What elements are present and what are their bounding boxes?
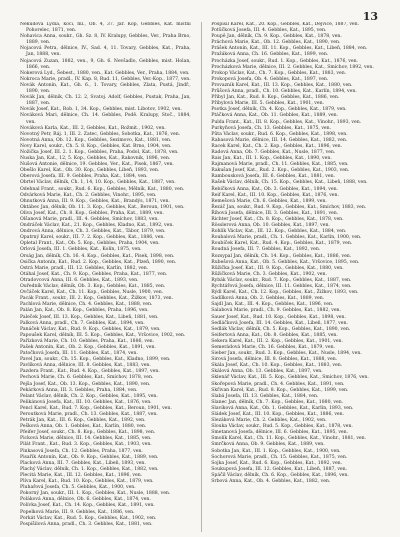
- directory-entry: Rambousková Josefa, III. 6. Gebbles, Kat., 1881, ven.: [211, 174, 336, 180]
- directory-entry: Polívka Josef, Kat., Ch. 14. Kop., Gebbles, Kat., 1891, ven.: [20, 503, 155, 509]
- directory-entry: Smetanová Josefa, dělnice, III. 6. Gebbles, Kat., 1895, ven.: [211, 430, 349, 436]
- directory-entry: Pisařík Antonín, Kat., Ob. 9. Kop., Gebbles, Kat., 1889, ven.: [20, 454, 159, 460]
- directory-entry: Nojacová Zuzan, 1882, ven., 9, Gh. 6. Nevšadlo, Gebbles, mist. Holan, 1866, ven.: [20, 58, 191, 70]
- directory-entry: Nováková Karla, Kat., III. 2, Gebbles, Kat., Rožmit., 1902, ven.: [20, 125, 166, 131]
- directory-entry: Prokopová Josefa, Ob. 4. Gebbles, Kat., 1897, ven.: [211, 76, 329, 82]
- directory-entry: Ptáčková Anna, Kat., Ob. 11. Gebbles, Kat., 1889, ven.: [211, 113, 339, 119]
- directory-entry: Plecitá Marie, Kat., III. 12. Gebbles, Kat., 1896, ven.: [20, 472, 143, 478]
- directory-entry: Pašek Antonín, Kat., Ob. 2. Kop., Gebbles, Kat., 1891, ven.: [20, 344, 156, 350]
- directory-entry: Otáhal Josef, Kat., Ch. 9. Kop., Gebbles, Praha, Kat., 1877, ven.: [20, 271, 168, 277]
- directory-entry: Opletal Frant., Kat., Ob. 5. Kop., Gebbles, Praha, 1904, ven.: [20, 241, 160, 247]
- directory-entry: Říhová Josefa, dělnice, III. 3. Gebbles, Kat., 1891, ven.: [211, 210, 339, 216]
- directory-entry: Rybák Václav, soukr., Rud. 7. Kop., Gebbles, Kat., 1887, ven.: [211, 277, 352, 283]
- directory-entry: Sládek Josef, Kat., III. 10. Kop., Gebbles, Kat., 1886, ven.: [211, 412, 345, 417]
- directory-entry: Nohavica Anna, soukr., Gh. Sz. 8, IV. Kralupy, Gebbles, Ver., Praha Brno, 1889, ven.: [20, 34, 191, 46]
- directory-entry: Provazník Karel, Kat., III. 13. Kop., Gebbles, Kat., 1880, ven.: [211, 82, 353, 88]
- directory-entry: Půta Václav, soukr., Rud. 6. Kop., Gebbles, Kat., 1898, ven.: [211, 131, 348, 137]
- directory-entry: Slouka Václav, soukr., Rud. 5. Kop., Gebbles, Kat., 1878, ven.: [211, 424, 353, 430]
- directory-entry: Práchová Marie, Kat., Ob. 12. Gebbles, Kat., 1890, ven.: [211, 40, 341, 46]
- directory-entry: Slezáková Marie, Ch. 2. Gebbles, Kat., 1902, ven.: [211, 418, 327, 424]
- directory-entry: Nušová Antonie, dělnice, 19. Gebbles, Ver., Kat., Pisek, 1867, ven.: [20, 162, 174, 168]
- directory-entry: Růžička Josef, Kat., III. 9. Kop., Gebbles, Kat., 1880, ven.: [211, 265, 344, 271]
- directory-entry: Psotka Josef, dělník, Ch. 4. Kop., Gebbles, Kat., 1879, ven.: [211, 107, 347, 113]
- directory-entry: Richter Josef, Kat., Ch. 8. Kop., Gebbles, Kat., 1878, ven.: [211, 217, 344, 222]
- directory-entry: Nokroca Marie, pradl., IV. Kap. 8, Rud. 11, Gebbles, Ver.-Kop., 1877, ven.: [20, 76, 191, 82]
- directory-entry: Plachý Václav, dělník, Ch. 1. Kop., Gebbles, Kat., 1882, ven.: [20, 466, 159, 472]
- directory-entry: Nojacová Petra, dělnice, IV., Sad. 4, 11. Tovary, Gebbles, Kat., Praha, Jan, 1888, ven.: [20, 46, 191, 58]
- directory-entry: Poupě Jan, dělník, Ch. 9. Kop., Gebbles, Kat., 1878, ven.: [211, 34, 342, 40]
- directory-entry: Sochorová Marie, pradl., Ch. 15. Gebbles, Kat., 1875, ven.: [211, 454, 348, 460]
- directory-entry: Rašek Václav, dělník, Ch. 15. Kop., Gebbles, Kat., Libeň, 1888, ven.: [211, 180, 368, 186]
- directory-entry: Novy Karel, soukr., Ch. 5. 8. Kop., Gebbles, Kat. Brno, 1904, ven.: [20, 143, 172, 149]
- directory-entry: Sedlák Václav, dělník, Ch. 5. Kop., Gebbles, Kat., 1890, ven.: [211, 326, 351, 332]
- directory-entry: Sojka Josef, Kat., Rud. 6. Kop., Gebbles, Kat., 1892, ven.: [211, 460, 343, 466]
- directory-entry: Ondrová Anna, dělnice, Ch. 3. Gebbles, Kat., Tábor, 1879, ven.: [20, 229, 166, 235]
- directory-entry: Plíva Karel, Kat., Rud. 10. Kop., Gebbles, Kat., 1879, ven.: [20, 479, 154, 485]
- directory-entry: Smolík Karel, Kat., Ch. 11. Kop., Gebbles, Kat., Vinohr., 1881, ven.: [211, 436, 367, 442]
- directory-entry: Opatrný Karel, soukr., III. 7. 2. Kop., Gebbles, Kat., 1886, ven.: [20, 235, 165, 241]
- directory-entry: Porkát Václav, Kat., Rud. 5. Kop., Gebbles, Kat., 1902, ven.: [20, 515, 157, 521]
- directory-entry: Placková Anna, III. 7. Gebbles, Kat., Libeň, 1893, ven.: [20, 460, 146, 466]
- directory-entry: Nuska Jan, Kat., 12, 5. Kop., Gebbles, Kat., Rakovnik, 1896, ven.: [20, 156, 171, 162]
- directory-entry: Slanec Jan, dělník, Ch. 7. Kop., Gebbles, Kat., 1880, ven.: [211, 399, 344, 405]
- directory-entry: Sedláčková Josefa, III. 14. Gebbles, Kat., Libeň, 1877, ven.: [211, 320, 348, 326]
- directory-entry: Sajdl Jan, Kat., III. 4. Kop., Gebbles, Kat., 1896, ven.: [211, 302, 334, 308]
- directory-entry: Smrčková Anna, Ob. 9. Gebbles, Kat., 1889, ven.: [211, 442, 325, 448]
- directory-entry: Pařízková Marie, Ch. 10. Gebbles, Praha, Kat., 1886, ven.: [20, 338, 155, 344]
- directory-entry: Novák Jan, dělník, Ch. 12. 2, Svatoj. Adolf, Gebbles, Pustak, Praha, Jan, 1887, ven.: [20, 95, 191, 107]
- right-column: [211, 22, 382, 532]
- entry-columns: [20, 22, 382, 532]
- directory-entry: Nekudova Lydia, kočí, ml., Ob. 4, 37. Jar. Kop, Gebbles, Kat. mistní Pohorelec, 1871, ven.: [20, 22, 191, 34]
- directory-entry: Peroutková Marie, pradl., Ch. 13. Gebbles, Kat., 1887, ven.: [20, 412, 158, 417]
- directory-entry: Sieber Jan, soukr., Rud. 3. Kop., Gebbles, Kat., Nusle, 1894, ven.: [211, 351, 362, 357]
- directory-entry: Skálová Anna, Ob. 13. Gebbles, Kat., 1897, ven.: [211, 369, 323, 375]
- directory-entry: Sekera Karel, Kat., III. 2. Kop., Gebbles, Kat., 1901, ven.: [211, 338, 343, 344]
- directory-entry: Roubíček Karel, Kat., Rud. 4. Kop., Gebbles, Kat., 1879, ven.: [211, 241, 353, 247]
- directory-entry: Rakušan Josef, Kat., Rud. 2. Kop., Gebbles, Kat., 1903, ven.: [211, 168, 350, 174]
- directory-entry: Pinkasová Josefa, Ch. 12. Gebbles, Praha, 1877, ven.: [20, 448, 143, 454]
- directory-entry: Procházková Marie, dělnice, III. 2. Gebbles, Kat., Smíchov, 1892, ven.: [211, 64, 374, 70]
- directory-entry: Radová Anna, Ob. 7. Gebbles, Kat., Nusle, 1877, ven.: [211, 149, 336, 155]
- directory-entry: Olšanová Marie, pradl., III. 4. Gebbles, Smíchov, 1883, ven.: [20, 217, 159, 222]
- directory-entry: Pokorný Jan, soukr., III. 1. Kop., Gebbles, Kat., Nusle, 1888, ven.: [20, 491, 171, 497]
- directory-entry: Orság Jan, dělník, Ch. 16. 4. Kop., Gebbles, Kat., Písek, 1898, ven.: [20, 253, 175, 259]
- directory-entry: Pražáková Anna, Ch. 16. Gebbles, Kat., 1899, ven.: [211, 52, 329, 58]
- directory-entry: Papoušek Karel, dělník, III. 5. Kop., Gebbles, Kat., Vršovice, 1902, ven.: [20, 332, 186, 338]
- directory-entry: Pavlíková Anna, dělnice, III. 8. Gebbles, Kat., 1883, ven.: [20, 363, 151, 369]
- directory-entry: Pelant Václav, dělník, Ch. 2. Kop., Gebbles, Kat., 1895, ven.: [20, 393, 158, 399]
- directory-entry: Pechová Marie, Ch. 6. Gebbles, Kat., Smíchov, 1878, ven.: [20, 375, 154, 381]
- directory-entry: Ovčáček Karel, Kat., Ch. 11. Kop., Gebbles, Nusle, 1900, ven.: [20, 290, 164, 296]
- directory-entry: Popelková Marie, III. 9. Gebbles, Kat., 1886, ven.: [20, 509, 135, 515]
- directory-entry: Purkyňová Josefa, Ch. 13. Gebbles, Kat., 1875, ven.: [211, 125, 332, 131]
- directory-entry: Osička Antonín, Kat., Rud. 2. Kop., Gebbles, Kat., Plzeň, 1890, ven.: [20, 259, 177, 265]
- directory-entry: Pejša Josef, Kat., Ob. 13. Kop., Gebbles, Kat., 1890, ven.: [20, 381, 151, 387]
- directory-entry: Pluhařová Josefa, Ch. 5. Gebbles, Kat., 1900, ven.: [20, 485, 136, 491]
- directory-entry: Racek Karel, Kat., Ch. 2. Kop., Gebbles, Kat., 1896, ven.: [211, 143, 343, 149]
- column-divider: [201, 22, 202, 532]
- directory-entry: Petrák Jan, Kat., III. 6. Kop., Gebbles, Kat., 1892, ven.: [20, 418, 146, 424]
- directory-entry: Ouředník Václav, dělník, Ob. 3. Kop., Gebbles, Kat., 1885, ven.: [20, 284, 166, 290]
- directory-entry: Panáček Václav, Kat., Rud. 9. Kop., Gebbles, Kat., 1879, ven.: [20, 326, 161, 332]
- directory-entry: Poláková Anna, dělnice, Ob. 6. Gebbles, Kat., 1874, ven.: [20, 497, 151, 503]
- directory-entry: Semerádová Marie, Ch. 16. Gebbles, Kat., 1879, ven.: [211, 344, 336, 350]
- directory-entry: Obrtel Václav, dělník, Ch. 1, 14, 10. Kop., Gebbles, Kat., 1887, ven.: [20, 180, 176, 186]
- directory-entry: Slavíková Anna, Kat., Ob. 1. Gebbles, Kat., Karlín, 1893, ven.: [211, 405, 354, 411]
- directory-entry: Potůčková Josefa, III. 4. Gebbles, Kat., 1895, ven.: [211, 28, 327, 34]
- directory-entry: Ohnutková Anna, III. 9. Kop., Gebbles, Kat., Brandýs, 1871, ven.: [20, 198, 170, 204]
- directory-entry: Remešová Marie, Ch. 6. Gebbles, Kat., 1899, ven.: [211, 198, 327, 204]
- directory-entry: Slabá Josefa, III. 13. Gebbles, Kat., 1884, ven.: [211, 393, 319, 399]
- directory-entry: Reif Karel, Kat., III. 10. Kop., Gebbles, Kat., 1876, ven.: [211, 192, 339, 198]
- directory-entry: Pazdera Frant., Kat., Rud. 4. Kop., Gebbles, Kat., 1897, ven.: [20, 369, 160, 375]
- directory-entry: Pospíšilová Anna, pradl., Ch. 3. Gebbles, Kat., 1881, ven.: [20, 521, 153, 527]
- directory-entry: Otradovcová Anna, III. 6. Gebbles, Kat., 1893, ven.: [20, 277, 139, 283]
- directory-entry: Novotná Anna, Ob. 12. Kop., Gebbles, Sezimovo, Kat., 1881, ven.: [20, 137, 172, 143]
- left-column: [20, 22, 191, 532]
- directory-entry: Rubešová Anna, Kat., Ob. 5. Gebbles, Kat., Vršovice, 1895, ven.: [211, 259, 360, 265]
- directory-entry: Spáčil Václav, dělník, Ch. 6. Kop., Gebbles, Kat., 1896, ven.: [211, 472, 349, 478]
- directory-entry: Novák Josef, Kat., Rob. 1, 34. Kop., Gebbles, mist. Libotov, 1902, ven.: [20, 107, 182, 113]
- directory-entry: Novák Antonín, Kat., Gh. 6., 1. Tovary, Gebbles, Zlata, Pustá, Jindř., 1890, ven.: [20, 82, 191, 95]
- directory-entry: Ondráček Václav, Kat., 21. Kop., Gebbles, Kladno, Kat., 1892, ven.: [20, 223, 174, 229]
- directory-entry: Pešková Anna, Ob. 1. Gebbles, Kat., Karlín, 1880, ven.: [20, 424, 147, 430]
- directory-entry: Průšová Anna, pradl., Ch. 10. Gebbles, Kat., Karlín, 1894, ven.: [211, 89, 357, 95]
- directory-entry: Pencl Karel, Kat., Rud. 7. Kop., Gebbles, Kat., Beroun, 1901, ven.: [20, 405, 172, 411]
- directory-entry: Novotný Petr, Ráj. 1, III. 2. Zatec, Gebbles, Sobotka, Kat., 1876, ven.: [20, 131, 181, 137]
- directory-entry: Oktábec Jan, dělník, Ob. 11. 3. Kop., Gebbles, Kat., Beroun, 1901, ven.: [20, 204, 185, 210]
- directory-entry: Obešlo Karel, Kat., Ob. 30. Kop., Gebbles, Libeň, 1893, ven.: [20, 168, 160, 174]
- directory-entry: Palán Jan, Kat., Ob. 8. Kop., Gebbles, Praha, 1896, ven.: [20, 308, 149, 314]
- directory-entry: Nováková Mari, dělnice, Ch. 14. Gebbles, Podě. Kralupy, Stoč., 1884, ven.: [20, 113, 191, 125]
- directory-entry: Paleček Josef, III. 13. Kop., Gebbles, Kat., Libeň, 1881, ven.: [20, 314, 159, 320]
- directory-entry: Rychtářová Josefa, dělnice, III. 11. Gebbles, Kat., 1874, ven.: [211, 284, 352, 290]
- page-number: 13: [362, 10, 378, 23]
- directory-entry: Rais Jan, Kat., III. 1. Kop., Gebbles, Kat., 1890, ven.: [211, 156, 332, 162]
- directory-entry: Odehnal Frant., soukr., Rud. 6. Kop., Gebbles, Mělník, Kat., 1880, ven.: [20, 186, 185, 192]
- directory-entry: Nožička Josef, III. 2. 1. Kop., Gebbles, Praha, Podol, Kat., 1878, ven.: [20, 149, 179, 155]
- directory-entry: Sadílková Anna, Ob. 2. Gebbles, Kat., 1889, ven.: [211, 296, 325, 302]
- directory-entry: Přibyl Jan, Kat., Rud. 8. Kop., Gebbles, Kat., 1886, ven.: [211, 95, 340, 101]
- directory-entry: Pavel Jan, soukr., Ch. 15. Kop., Gebbles, Kat., Kladno, 1899, ven.: [20, 357, 171, 363]
- directory-entry: Přibylová Marie, III. 5. Gebbles, Kat., 1901, ven.: [211, 101, 325, 107]
- directory-entry: Skřivan Karel, Kat., Rud. 8. Kop., Gebbles, Kat., 1899, ven.: [211, 387, 349, 393]
- directory-entry: Procházka Josef, soukr., Rud. 1. Kop., Gebbles, Kat., 1876, ven.: [211, 58, 359, 64]
- directory-entry: Prášek Antonín, Kat., III. 11. Kop., Gebbles, Kat., Libeň, 1884, ven.: [211, 46, 368, 52]
- directory-entry: Růžičková Marie, Ch. 3. Gebbles, Kat., 1902, ven.: [211, 271, 327, 277]
- directory-entry: Řebíčková Anna, Kat., Ob. 3. Gebbles, Kat., 1894, ven.: [211, 186, 338, 192]
- directory-entry: Řezáč Jan, soukr., Rud. 9. Kop., Gebbles, Kat., Smíchov, 1883, ven.: [211, 204, 367, 210]
- directory-entry: Sobotka Jan, Kat., III. 1. Kop., Gebbles, Kat., 1900, ven.: [211, 448, 341, 454]
- directory-entry: Pilát Frant., Kat., Rud. 3. Kop., Gebbles, Kat., 1903, ven.: [20, 442, 152, 448]
- directory-entry: Prokop Václav, Kat., Ch. 7. Kop., Gebbles, Kat., 1883, ven.: [211, 70, 347, 76]
- directory-entry: Palková Anna, pradl., Ch. 7. Gebbles, Kat., 1894, ven.: [20, 320, 145, 326]
- directory-entry: Soukupová Josefa, III. 12. Gebbles, Kat., Libeň, 1887, ven.: [211, 466, 348, 472]
- directory-entry: Odvárková Marie, Kat., Ch. 2. Gebbles, Vinohr., 1895, ven.: [20, 192, 157, 198]
- directory-entry: Pulda Frant., Kat., III. 8. Kop., Gebbles, Kat., Vinohr., 1893, ven.: [211, 119, 362, 125]
- directory-entry: Pacák Frant., soukr., III. 2. Kop., Gebbles, Kat., Žižkov, 1873, ven.: [20, 296, 174, 302]
- directory-entry: Pachlová Marie, dělnice, Ch. 4. Gebbles, Kat., 1888, ven.: [20, 302, 153, 308]
- directory-entry: Rabasová Marie, dělnice, III. 14. Gebbles, Kat., 1882, ven.: [211, 137, 348, 143]
- directory-entry: Patočková Josefa, III. 11. Gebbles, Kat., 1874, ven.: [20, 351, 138, 357]
- directory-entry: Srbová Anna, Kat., Ob. 4. Gebbles, Kat., 1882, ven.: [211, 479, 331, 485]
- directory-entry: Pelikánová Josefa, Kat., III. 10. Gebbles, Kat., 1876, ven.: [20, 399, 152, 405]
- directory-entry: Sirová Josefa, dělnice, III. 8. Gebbles, Kat., 1888, ven.: [211, 357, 338, 363]
- directory-entry: Roudná Josefa, III. 7. Gebbles, Kat., 1892, ven.: [211, 247, 321, 253]
- directory-entry: Seifertová Anna, Kat., Ob. 8. Gebbles, Kat., 1885, ven.: [211, 332, 338, 338]
- directory-entry: Roubalová Marie, pradl., Ch. 1. Gebbles, Kat., Karlín, 1900, ven.: [211, 235, 362, 241]
- directory-entry: Rajmanová Marie, pradl., Ch. 11. Gebbles, Kat., 1885, ven.: [211, 162, 349, 168]
- directory-entry: Skořepová Marie, pradl., Ch. 4. Gebbles, Kat., 1891, ven.: [211, 381, 345, 387]
- directory-entry: Picková Marie, dělnice, III. 14. Gebbles, Kat., 1885, ven.: [20, 436, 152, 442]
- directory-entry: Pekárková Anna, III. 3. Gebbles, Praha, 1884, ven.: [20, 387, 138, 393]
- directory-entry: Sklenář Václav, Kat., III. 5. Kop., Gebbles, Kat., Smíchov, 1876, ven.: [211, 375, 369, 381]
- directory-entry: Oberová Josefa, III. 9. Gebbles, Praha, Kat., 1884, ven.: [20, 174, 148, 180]
- directory-entry: Salabová Marie, pradl., Ch. 9. Gebbles, Kat., 1882, ven.: [211, 308, 341, 314]
- directory-entry: Rozsypal Jan, dělník, Ch. 14. Kop., Gebbles, Kat., 1886, ven.: [211, 253, 352, 259]
- directory-entry: Skála Josef, Kat., Ch. 10. Kop., Gebbles, Kat., 1883, ven.: [211, 363, 343, 369]
- directory-entry: Ostrá Marie, pradl., III. 12. Gebbles, Karlín, 1882, ven.: [20, 265, 149, 271]
- directory-entry: Nokerová Lyd., Šebest., 1880, ven., Kat. Gebbles, Ver., Praha, 1884, ven.: [20, 70, 190, 76]
- directory-entry: Sauer Josef, Kat., Rud. 10. Kop., Gebbles, Kat., 1898, ven.: [211, 314, 346, 320]
- directory-entry: Rohlík Václav, Kat., III. 12. Kop., Gebbles, Kat., 1884, ven.: [211, 229, 347, 235]
- directory-entry: Pfeifer Josef, soukr., Ch. 8. Kop., Gebbles, Kat., 1898, ven.: [20, 430, 156, 436]
- directory-entry: Rýdl Karel, Kat., Ch. 12. Kop., Gebbles, Kat., Žižkov, 1893, ven.: [211, 290, 359, 296]
- directory-entry: Orlová Josefa, III. 1. Gebbles, Kat., Kolín, 1875, ven.: [20, 247, 142, 253]
- directory-entry: Pospíšil Karel, Kat., 20. Kop., Gebbles, Kat., Dejvice, 1887, ven.: [211, 22, 360, 27]
- directory-entry: Oliva Josef, Kat., Ch. 8. Kop., Gebbles, Praha, Kat., 1889, ven.: [20, 210, 164, 216]
- directory-entry: Rösslerová Anna, Ob. 10. Gebbles, Kat., 1897, ven.: [211, 223, 330, 229]
